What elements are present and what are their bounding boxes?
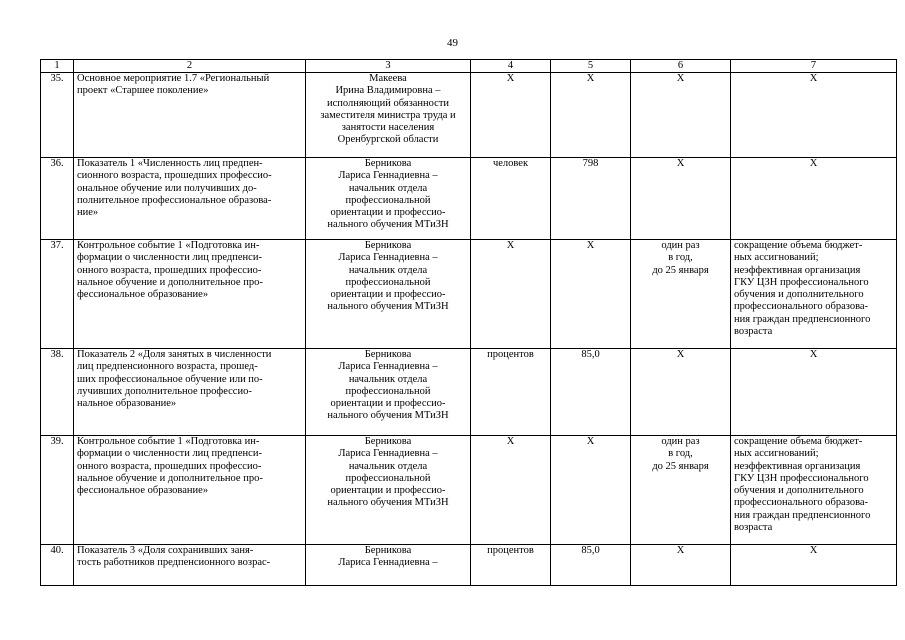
column-number-row xyxy=(41,60,897,73)
row-value: 798 xyxy=(551,158,631,240)
row-responsible: Берникова Лариса Геннадиевна – xyxy=(306,545,471,586)
row-risk: сокращение объема бюджет- ных ассигнований; неэффективная организация ГКУ ЦЗН профессионального обучения и дополнительного профессионального образова- ния граждан предпенсионного возраста xyxy=(731,436,897,545)
row-number: 36. xyxy=(41,158,74,240)
row-risk: X xyxy=(731,158,897,240)
column-header: 1 xyxy=(41,60,74,73)
row-unit: процентов xyxy=(471,545,551,586)
table-row xyxy=(41,73,897,158)
column-header: 7 xyxy=(731,60,897,73)
row-value: X xyxy=(551,73,631,158)
row-risk: X xyxy=(731,73,897,158)
row-risk: X xyxy=(731,349,897,436)
column-header: 4 xyxy=(471,60,551,73)
row-deadline: один раз в год, до 25 января xyxy=(631,436,731,545)
row-deadline: один раз в год, до 25 января xyxy=(631,240,731,349)
row-risk: X xyxy=(731,545,897,586)
row-deadline: X xyxy=(631,158,731,240)
row-unit: X xyxy=(471,73,551,158)
row-number: 35. xyxy=(41,73,74,158)
page-number: 49 xyxy=(447,37,458,49)
row-description: Показатель 1 «Численность лиц предпен- сионного возраста, прошедших профессио- ональное обучение или получивших до- полнительное профессиональное образова- ние» xyxy=(74,158,306,240)
row-unit: процентов xyxy=(471,349,551,436)
row-number: 38. xyxy=(41,349,74,436)
row-value: 85,0 xyxy=(551,349,631,436)
row-number: 37. xyxy=(41,240,74,349)
column-header: 3 xyxy=(306,60,471,73)
row-description: Контрольное событие 1 «Подготовка ин- формации о численности лиц предпенси- онного возраста, прошедших профессио- нальное обучение и дополнительное про- фессиональное образование» xyxy=(74,240,306,349)
row-risk: сокращение объема бюджет- ных ассигнований; неэффективная организация ГКУ ЦЗН профессионального обучения и дополнительного профессионального образова- ния граждан предпенсионного возраста xyxy=(731,240,897,349)
row-responsible: Макеева Ирина Владимировна – исполняющий обязанности заместителя министра труда и занятости населения Оренбургской области xyxy=(306,73,471,158)
column-header: 6 xyxy=(631,60,731,73)
row-value: X xyxy=(551,240,631,349)
table-row xyxy=(41,545,897,586)
row-deadline: X xyxy=(631,73,731,158)
row-number: 39. xyxy=(41,436,74,545)
row-deadline: X xyxy=(631,349,731,436)
column-header: 2 xyxy=(74,60,306,73)
row-number: 40. xyxy=(41,545,74,586)
row-responsible: Берникова Лариса Геннадиевна – начальник отдела профессиональной ориентации и профессио- нального обучения МТиЗН xyxy=(306,349,471,436)
row-description: Показатель 3 «Доля сохранивших заня- тость работников предпенсионного возрас- xyxy=(74,545,306,586)
row-description: Контрольное событие 1 «Подготовка ин- формации о численности лиц предпенси- онного возраста, прошедших профессио- нальное обучение и дополнительное про- фессиональное образование» xyxy=(74,436,306,545)
table-row xyxy=(41,158,897,240)
row-unit: человек xyxy=(471,158,551,240)
row-unit: X xyxy=(471,436,551,545)
row-deadline: X xyxy=(631,545,731,586)
row-responsible: Берникова Лариса Геннадиевна – начальник отдела профессиональной ориентации и профессио- нального обучения МТиЗН xyxy=(306,436,471,545)
row-responsible: Берникова Лариса Геннадиевна – начальник отдела профессиональной ориентации и профессио- нального обучения МТиЗН xyxy=(306,240,471,349)
row-unit: X xyxy=(471,240,551,349)
document-table xyxy=(40,59,897,586)
table-row xyxy=(41,436,897,545)
row-responsible: Берникова Лариса Геннадиевна – начальник отдела профессиональной ориентации и профессио- нального обучения МТиЗН xyxy=(306,158,471,240)
row-description: Основное мероприятие 1.7 «Региональный проект «Старшее поколение» xyxy=(74,73,306,158)
row-value: 85,0 xyxy=(551,545,631,586)
row-value: X xyxy=(551,436,631,545)
row-description: Показатель 2 «Доля занятых в численности лиц предпенсионного возраста, прошед- ших профессиональное обучение или по- лучивших дополнительное профессио- нальное образование» xyxy=(74,349,306,436)
table-row xyxy=(41,349,897,436)
table-row xyxy=(41,240,897,349)
column-header: 5 xyxy=(551,60,631,73)
